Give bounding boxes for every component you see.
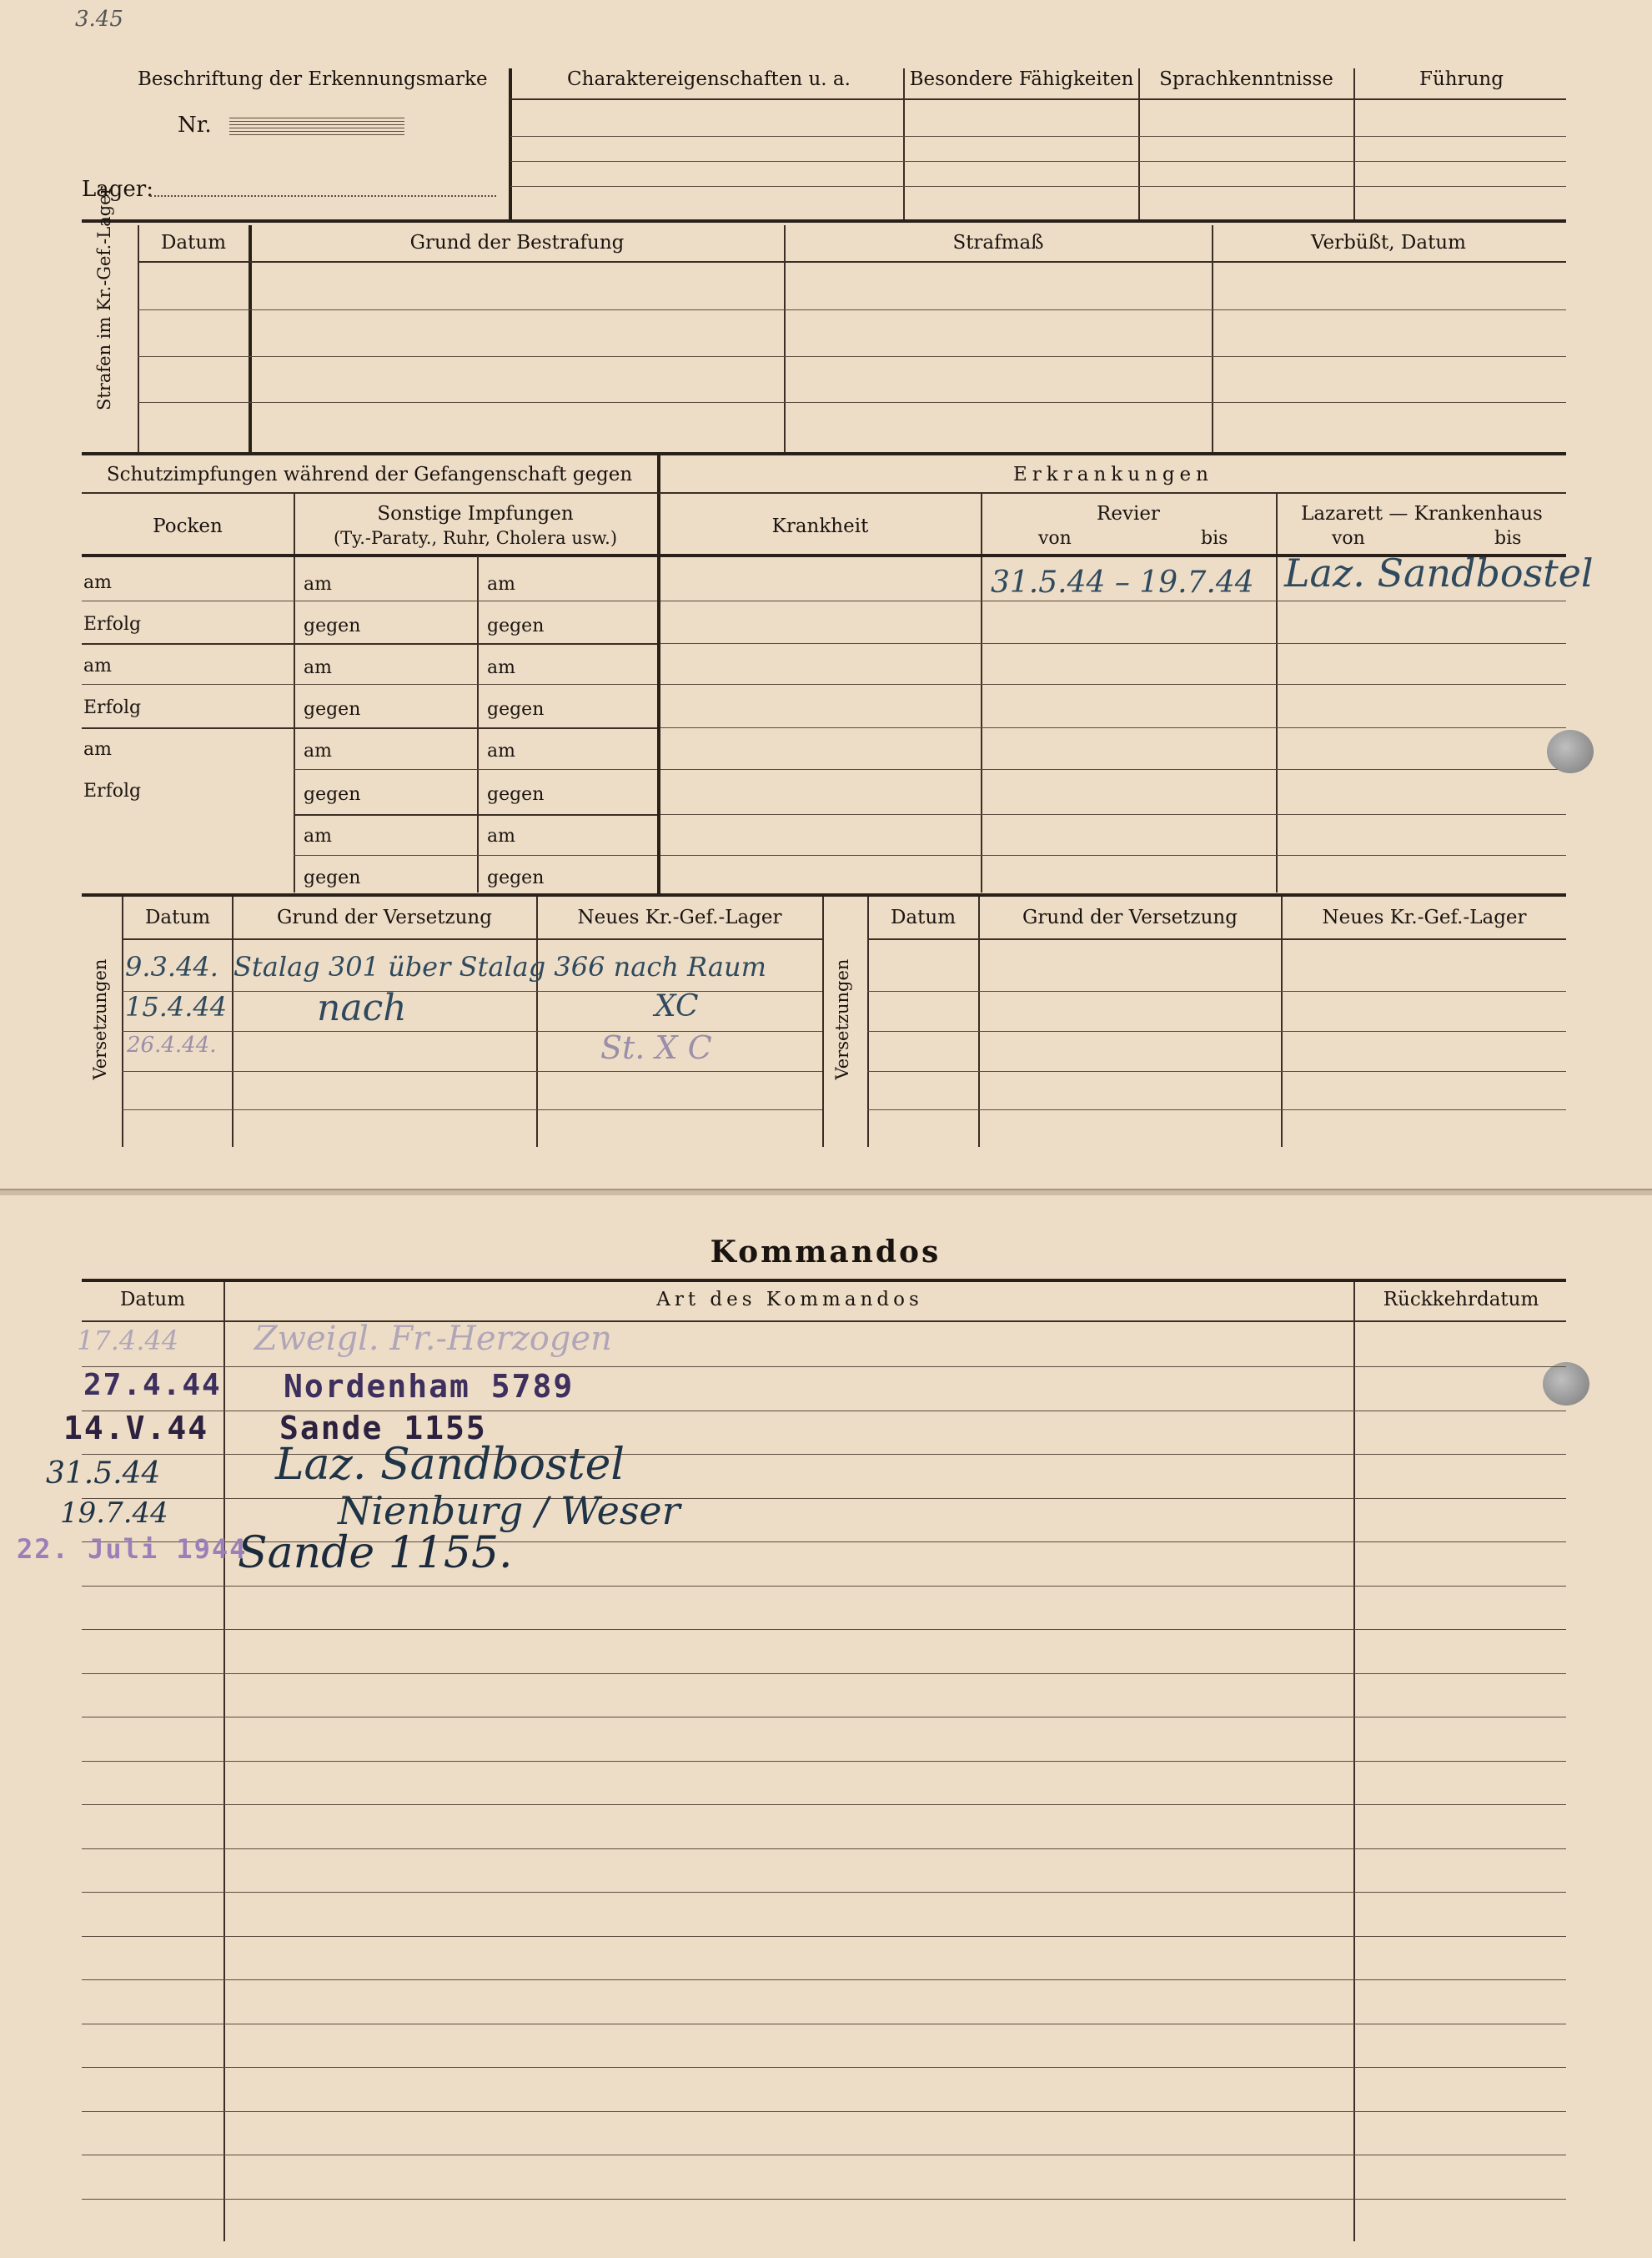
sonst-am-4b: am [487,826,515,847]
sonst-gegen-3a: gegen [304,784,361,805]
versetzungen-side-label-left: Versetzungen [90,958,110,1080]
lazarett-entry: Laz. Sandbostel [1284,551,1594,596]
impfungen-title: Schutzimpfungen während der Gefangenschaft gegen [106,464,633,485]
pocken-erfolg-3: Erfolg [83,781,142,802]
revier-bis-label: bis [1201,528,1228,549]
kommando-row1-art: Zweigl. Fr.-Herzogen [254,1320,612,1358]
pocken-header: Pocken [153,515,223,537]
sonst-am-2a: am [304,657,332,678]
lager-field[interactable] [150,195,496,197]
revier-header: Revier [1097,503,1160,525]
vers-row1-grund: Stalag 301 über Stalag 366 nach Raum [233,951,766,983]
charakter-header: Charaktereigenschaften u. a. [567,68,851,90]
versetzungen-side-label-right: Versetzungen [832,958,852,1080]
strafen-strafmass-header: Strafmaß [952,232,1044,254]
vers-row2-neues: XC [655,989,699,1023]
sonst-am-2b: am [487,657,515,678]
sonst-gegen-4b: gegen [487,867,545,888]
strafen-verbuesst-header: Verbüßt, Datum [1311,232,1466,254]
vers-datum-header-right: Datum [890,907,957,928]
kommando-row4-art: Laz. Sandbostel [275,1440,625,1490]
corner-note: 3.45 [75,7,123,32]
vers-neues-header-right: Neues Kr.-Gef.-Lager [1322,907,1527,928]
sonst-gegen-2a: gegen [304,699,361,720]
sonst-am-1a: am [304,574,332,595]
kommando-row5-datum: 19.7.44 [60,1496,168,1530]
pocken-erfolg-2: Erfolg [83,697,142,718]
kommandos-rueckkehr-header: Rückkehrdatum [1383,1289,1539,1310]
pocken-am-1: am [83,572,112,593]
kommando-row6-art: Sande 1155. [238,1528,513,1578]
sonst-gegen-2b: gegen [487,699,545,720]
kommandos-title: Kommandos [710,1235,941,1270]
vers-neues-header-left: Neues Kr.-Gef.-Lager [577,907,782,928]
fold-line [0,1189,1652,1195]
kommandos-art-header: Art des Kommandos [656,1289,923,1310]
kommando-row2-datum: 27.4.44 [83,1368,222,1402]
nr-label: Nr. [178,113,212,138]
revier-entry: 31.5.44 – 19.7.44 [991,566,1254,600]
strafen-grund-header: Grund der Bestrafung [409,232,625,254]
pocken-am-2: am [83,656,112,676]
sonst-am-1b: am [487,574,515,595]
vers-row1-datum: 9.3.44. [125,951,218,983]
sonstige-sub-header: (Ty.-Paraty., Ruhr, Cholera usw.) [333,528,618,548]
vers-row3-neues: St. X C [600,1029,712,1066]
kommando-row2-art: Nordenham 5789 [284,1368,575,1405]
vers-row3-datum: 26.4.44. [127,1033,217,1058]
sonst-gegen-1a: gegen [304,616,361,636]
vers-row2-grund: nach [317,987,407,1029]
lager-label: Lager: [82,177,153,202]
beschriftung-header: Beschriftung der Erkennungsmarke [138,68,488,90]
vers-grund-header-left: Grund der Versetzung [277,907,492,928]
sprach-header: Sprachkenntnisse [1159,68,1333,90]
sonst-am-4a: am [304,826,332,847]
fuehrung-header: Führung [1419,68,1504,90]
strafen-datum-header: Datum [160,232,227,254]
kommando-row3-art: Sande 1155 [279,1410,487,1446]
kommando-row3-datum: 14.V.44 [63,1410,209,1446]
sonst-am-3b: am [487,741,515,762]
vers-datum-header-left: Datum [144,907,211,928]
sonst-am-3a: am [304,741,332,762]
lazarett-bis-label: bis [1494,528,1522,549]
revier-von-label: von [1038,528,1072,549]
erkrankungen-title: Erkrankungen [1013,464,1213,485]
sonst-gegen-1b: gegen [487,616,545,636]
sonst-gegen-3b: gegen [487,784,545,805]
kommando-row1-datum: 17.4.44 [77,1325,179,1356]
punch-hole-bottom [1543,1362,1589,1406]
lazarett-header: Lazarett — Krankenhaus [1301,503,1543,525]
sonst-gegen-4a: gegen [304,867,361,888]
nr-field[interactable] [229,115,404,137]
lazarett-von-label: von [1332,528,1365,549]
vers-grund-header-right: Grund der Versetzung [1022,907,1238,928]
kommando-row4-datum: 31.5.44 [46,1456,161,1491]
kommando-row6-datum: 22. Juli 1944 [17,1533,248,1565]
krankheit-header: Krankheit [771,515,869,537]
pocken-erfolg-1: Erfolg [83,614,142,635]
vers-row2-datum: 15.4.44 [125,991,228,1023]
kommando-row5-art: Nienburg / Weser [338,1488,680,1533]
strafen-side-label: Strafen im Kr.-Gef.-Lager [94,186,114,410]
kommandos-datum-header: Datum [119,1289,186,1310]
punch-hole-top [1547,730,1594,773]
faehigkeiten-header: Besondere Fähigkeiten [909,68,1134,90]
sonstige-header: Sonstige Impfungen [377,503,574,525]
pocken-am-3: am [83,739,112,760]
